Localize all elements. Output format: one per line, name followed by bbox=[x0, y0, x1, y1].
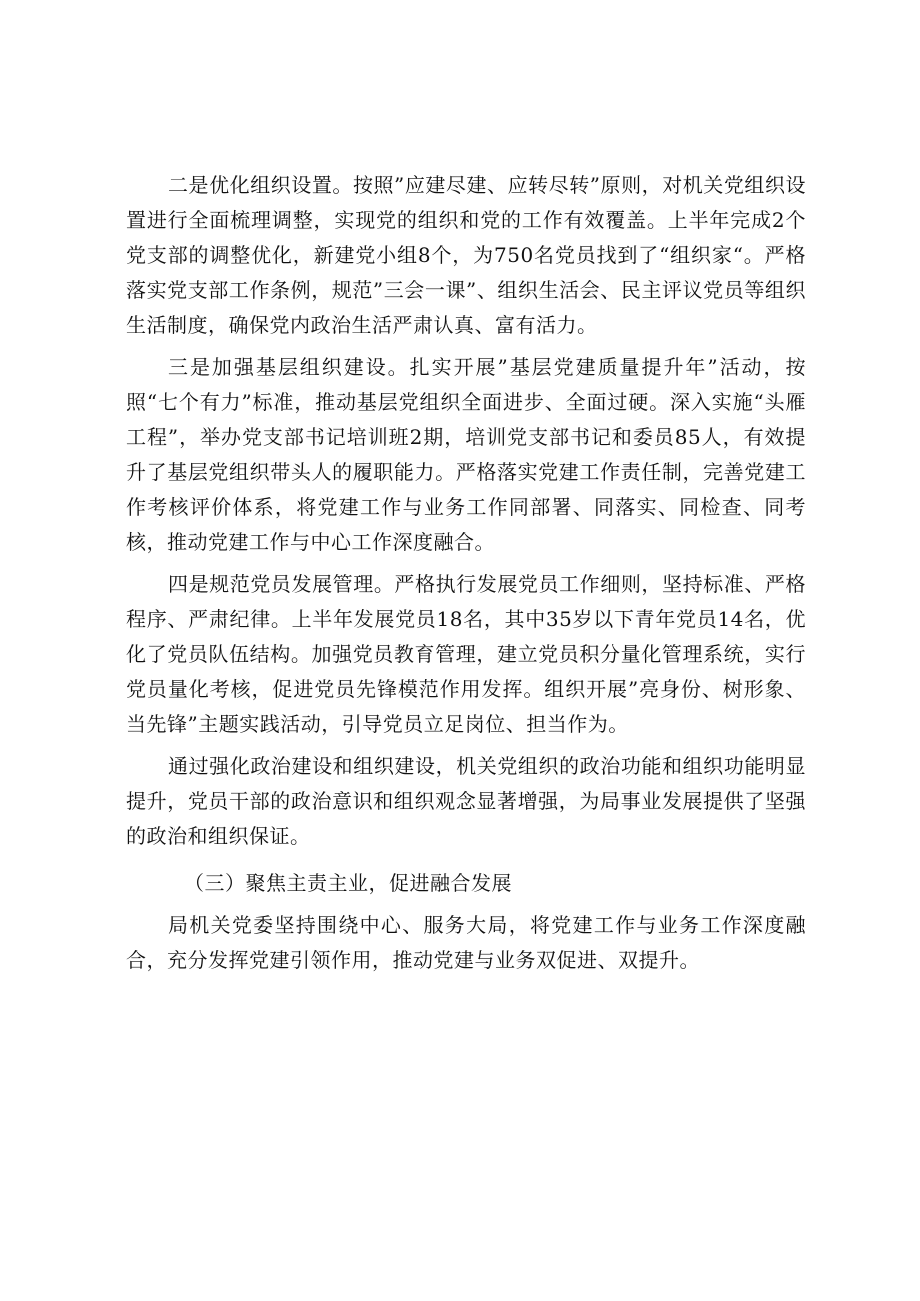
paragraph-member-development: 四是规范党员发展管理。严格执行发展党员工作细则，坚持标准、严格程序、严肃纪律。上半年发展党员18名，其中35岁以下青年党员14名，优化了党员队伍结构。加强党员教育管理，建立党员积分量化管理系统，实行党员量化考核，促进党员先锋模范作用发挥。组织开展”亮身份、树形象、当先锋”主题实践活动，引导党员立足岗位、担当作为。 bbox=[126, 572, 806, 736]
paragraph-grassroots-construction: 三是加强基层组织建设。扎实开展”基层党建质量提升年”活动，按照“七个有力”标准，推动基层党组织全面进步、全面过硬。深入实施“头雁工程”，举办党支部书记培训班2期，培训党支部书记和委员85人，有效提升了基层党组织带头人的履职能力。严格落实党建工作责任制，完善党建工作考核评价体系，将党建工作与业务工作同部署、同落实、同检查、同考核，推动党建工作与中心工作深度融合。 bbox=[126, 355, 806, 554]
section-heading: （三）聚焦主责主业，促进融合发展 bbox=[184, 871, 512, 895]
paragraph-closing: 局机关党委坚持围绕中心、服务大局，将党建工作与业务工作深度融合，充分发挥党建引领作用，推动党建与业务双促进、双提升。 bbox=[126, 913, 806, 972]
document-body bbox=[126, 168, 806, 978]
paragraph-optimize-organization: 二是优化组织设置。按照”应建尽建、应转尽转”原则，对机关党组织设置进行全面梳理调整，实现党的组织和党的工作有效覆盖。上半年完成2个党支部的调整优化，新建党小组8个，为750名党员找到了“组织家“。严格落实党支部工作条例，规范”三会一课”、组织生活会、民主评议党员等组织生活制度，确保党内政治生活严肃认真、富有活力。 bbox=[126, 173, 806, 337]
paragraph-summary: 通过强化政治建设和组织建设，机关党组织的政治功能和组织功能明显提升，党员干部的政治意识和组织观念显著增强，为局事业发展提供了坚强的政治和组织保证。 bbox=[126, 754, 806, 848]
